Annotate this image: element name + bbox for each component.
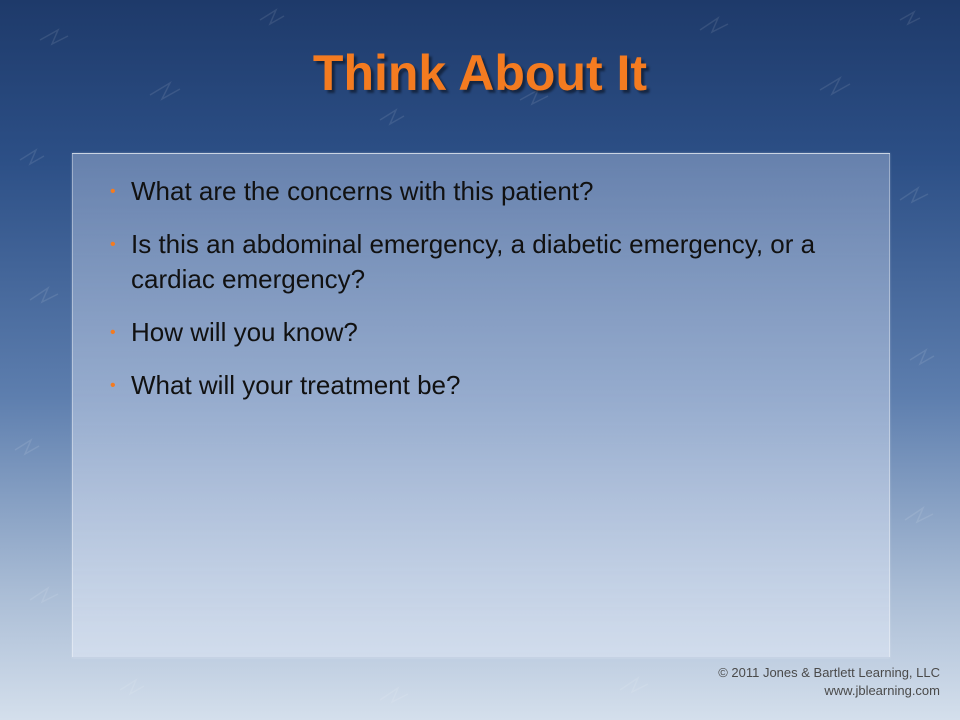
list-item [73,315,889,350]
bullet-icon: • [110,183,116,200]
copyright-footer [718,664,940,700]
list-item [73,174,889,209]
bullet-text: Is this an abdominal emergency, a diabetic emergency, or a cardiac emergency? [131,229,816,294]
bullet-text: What are the concerns with this patient? [131,176,594,206]
bullet-icon: • [110,236,116,253]
bullet-icon: • [110,377,116,394]
list-item [73,368,889,403]
slide-title: Think About It [312,45,648,101]
bullet-list [73,174,889,421]
website-text: www.jblearning.com [824,683,940,698]
list-item [73,227,889,297]
bullet-text: What will your treatment be? [131,370,461,400]
copyright-text: © 2011 Jones & Bartlett Learning, LLC [718,665,940,680]
content-panel [72,153,890,658]
bullet-text: How will you know? [131,317,358,347]
bullet-icon: • [110,324,116,341]
